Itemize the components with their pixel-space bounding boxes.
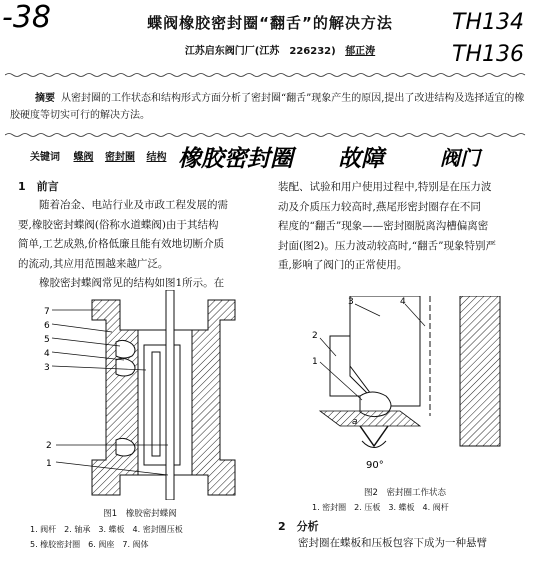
paper-title: 蝶阀橡胶密封圈“翻舌”的解决方法: [147, 14, 393, 32]
keywords-label: 关键词: [30, 152, 60, 163]
fig1-callout-3: 3: [44, 363, 50, 373]
abstract-label: 摘要: [35, 93, 55, 104]
text-line: 动及介质压力较高时,燕尾形密封圈存在不同: [278, 200, 481, 213]
wavy-rule-bottom: [5, 132, 530, 138]
fig2-callout-a: a: [352, 417, 358, 427]
fig1-callout-2: 2: [46, 441, 52, 451]
figure-1-legend-line-1: 1. 阀杆 2. 轴承 3. 蝶板 4. 密封圈压板: [30, 525, 183, 534]
figure-2-drawing: [300, 296, 510, 486]
author-name: 郁正涛: [345, 46, 376, 57]
handwritten-keyword-3: 阀门: [440, 146, 480, 170]
section-1-paragraph-2: 橡胶密封蝶阀常见的结构如图1所示。在: [39, 277, 225, 289]
handwritten-code-bottom: TH136: [452, 42, 524, 67]
text-line: 随着冶金、电站行业及市政工程发展的需: [39, 199, 228, 211]
handwritten-code-top: TH134: [452, 10, 524, 35]
section-2-heading: 2 分析: [278, 520, 319, 533]
right-column-paragraph: [278, 178, 528, 276]
fig1-callout-7: 7: [44, 307, 50, 317]
fig1-callout-1: 1: [46, 459, 52, 469]
fig1-callout-6: 6: [44, 321, 50, 331]
figure-2-caption: 图2 密封圈工作状态: [364, 488, 446, 498]
figure-2-legend: 1. 密封圈 2. 压板 3. 蝶板 4. 阀杆: [312, 503, 449, 512]
text-line: 的流动,其应用范围越来越广泛。: [18, 257, 169, 270]
figure-1-caption: 图1 橡胶密封蝶阀: [103, 509, 177, 519]
wavy-rule-top: [5, 72, 530, 78]
handwritten-keyword-1: 橡胶密封圈: [178, 146, 293, 172]
keyword-term: 蝶阀: [73, 152, 94, 163]
handwritten-keyword-2: 故障: [338, 146, 384, 172]
text-line: 封面(图2)。压力波动较高时,“翻舌”现象特别严: [278, 239, 496, 252]
section-1-heading: 1 前言: [18, 180, 59, 193]
section-2-paragraph: 密封圈在蝶板和压板包容下成为一种悬臂: [298, 537, 487, 549]
handwritten-page-mark: -38: [2, 0, 51, 35]
figure-1-legend-line-2: 5. 橡胶密封圈 6. 阀座 7. 阀体: [30, 540, 149, 549]
fig2-callout-4: 4: [400, 297, 406, 307]
fig2-callout-3: 3: [348, 297, 354, 307]
abstract: [10, 90, 525, 124]
abstract-text: 从密封圈的工作状态和结构形式方面分析了密封圈“翻舌”现象产生的原因,提出了改进结构及选择适宜的橡胶硬度等切实可行的解决方法。: [10, 93, 525, 121]
keywords-line: [30, 148, 174, 163]
fig1-callout-4: 4: [44, 349, 50, 359]
keyword-term: 结构: [146, 152, 167, 163]
section-1-paragraph-1: [18, 196, 268, 294]
fig2-angle-label: 90°: [366, 460, 384, 471]
author-line: [150, 42, 410, 57]
figure-1-drawing: [20, 290, 270, 500]
keyword-term: 密封圈: [104, 152, 135, 163]
affiliation: 江苏启东阀门厂(江苏 226232): [184, 46, 336, 57]
text-line: 重,影响了阀门的正常使用。: [278, 259, 408, 271]
text-line: 简单,工艺成熟,价格低廉且能有效地切断介质: [18, 238, 225, 250]
fig2-callout-1: 1: [312, 357, 318, 367]
fig2-callout-2: 2: [312, 331, 318, 341]
text-line: 要,橡胶密封蝶阀(俗称水道蝶阀)由于其结构: [18, 218, 219, 231]
text-line: 装配、试验和用户使用过程中,特别是在压力波: [278, 181, 492, 193]
fig1-callout-5: 5: [44, 335, 50, 345]
text-line: 程度的“翻舌”现象——密封圈脱离沟槽偏离密: [278, 220, 489, 232]
